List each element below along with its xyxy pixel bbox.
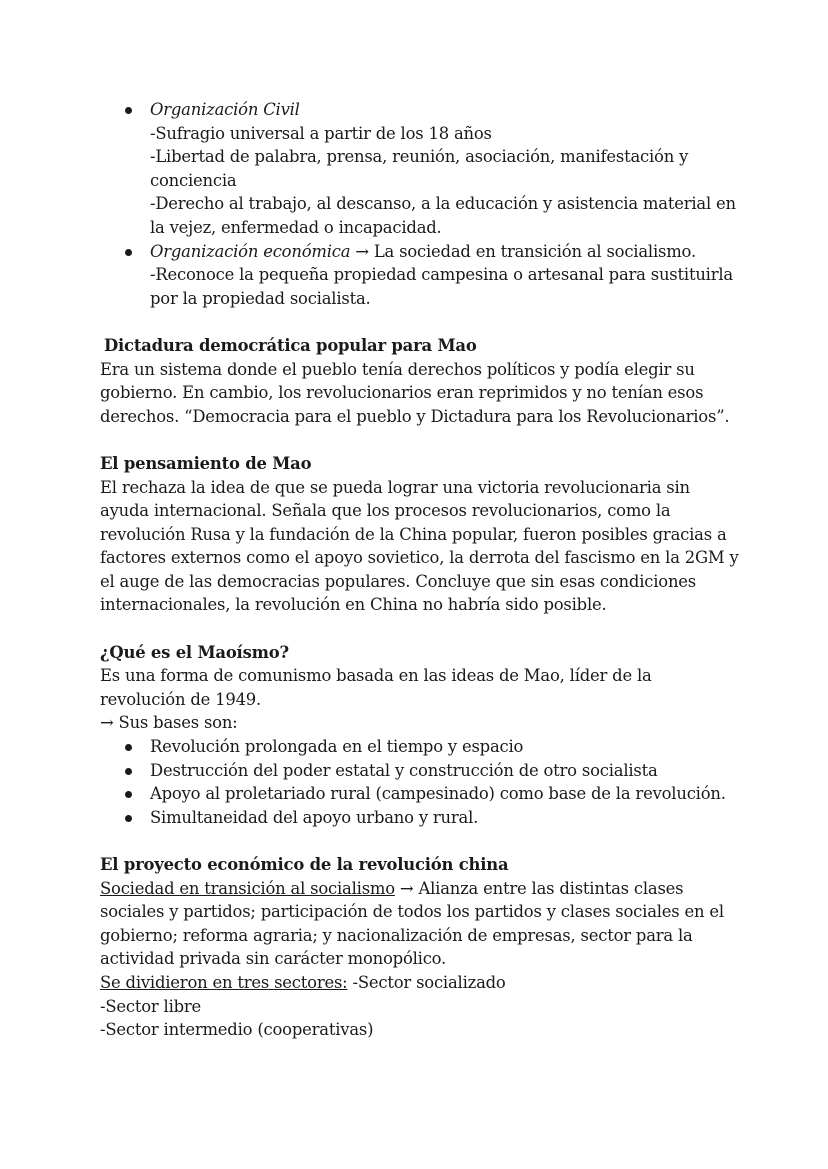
maoismo-bases-intro: → Sus bases son: [100, 713, 238, 733]
sector-2: -Sector libre [100, 996, 202, 1016]
bullet-icon [125, 768, 132, 775]
proyecto-sectors-row [100, 971, 740, 995]
proyecto-paragraph [100, 877, 740, 971]
civil-line-1: -Sufragio universal a partir de los 18 años [150, 123, 492, 143]
proyecto-underline-2: Se dividieron en tres sectores: [100, 972, 348, 992]
list-item-civil [150, 98, 740, 240]
sector-1: -Sector socializado [347, 972, 506, 992]
sector-3: -Sector intermedio (cooperativas) [100, 1020, 374, 1040]
bullet-icon [125, 791, 132, 798]
bullet-icon [125, 249, 132, 256]
spacer [100, 829, 740, 853]
economica-title-row [150, 240, 740, 264]
spacer [100, 428, 740, 452]
base-text-3: Apoyo al proletariado rural (campesinado) como base de la revolución. [150, 784, 726, 804]
maoismo-body: Es una forma de comunismo basada en las ideas de Mao, líder de la revolución de 1949. [100, 666, 652, 709]
list-item-economica [150, 240, 740, 311]
base-text-2: Destrucción del poder estatal y construcción de otro socialista [150, 760, 658, 780]
list-item [150, 759, 740, 783]
dictadura-body: Era un sistema donde el pueblo tenía derechos políticos y podía elegir su gobierno. En cambio, los revolucionarios eran reprimidos y no tenían esos derechos. “Democracia para el pueblo y Dictadura para los Revolucionarios”. [100, 359, 730, 426]
proyecto-heading: El proyecto económico de la revolución china [100, 855, 509, 874]
base-text-1: Revolución prolongada en el tiempo y espacio [150, 737, 524, 757]
spacer [100, 617, 740, 641]
maoismo-bases-list [100, 735, 740, 829]
base-text-4: Simultaneidad del apoyo urbano y rural. [150, 807, 479, 827]
pensamiento-body: El rechaza la idea de que se pueda lograr una victoria revolucionaria sin ayuda internacional. Señala que los procesos revolucionarios, como la revolución Rusa y la fundación de la China popular, fueron posibles gracias a factores externos como el apoyo sovietico, la derrota del fascismo en la 2GM y el auge de las democracias populares. Concluye que sin esas condiciones internacionales, la revolución en China no habría sido posible. [100, 477, 739, 615]
bullet-icon [125, 107, 132, 114]
civil-title: Organización Civil [150, 100, 300, 119]
list-item [150, 806, 740, 830]
list-item [150, 782, 740, 806]
economica-title: Organización económica [150, 241, 351, 261]
bullet-icon [125, 744, 132, 751]
dictadura-heading: Dictadura democrática popular para Mao [104, 335, 477, 355]
maoismo-heading: ¿Qué es el Maoísmo? [100, 642, 289, 662]
economica-arrow-text: → La sociedad en transición al socialismo. [350, 241, 696, 261]
document-content [100, 98, 740, 1042]
pensamiento-heading: El pensamiento de Mao [100, 453, 312, 473]
proyecto-body-1: → Alianza entre las distintas clases sociales y partidos; participación de todos los partidos y clases sociales en el gobierno; reforma agraria; y nacionalización de empresas, sector para la actividad privada sin carácter monopólico. [100, 878, 724, 969]
civil-line-3: -Derecho al trabajo, al descanso, a la educación y asistencia material en la vejez, enfermedad o incapacidad. [150, 194, 736, 237]
list-item [150, 735, 740, 759]
proyecto-underline-1: Sociedad en transición al socialismo [100, 878, 395, 898]
civil-line-2: -Libertad de palabra, prensa, reunión, asociación, manifestación y conciencia [150, 147, 689, 190]
bullet-icon [125, 815, 132, 822]
organization-list [100, 98, 740, 310]
spacer [100, 310, 740, 334]
economica-line-1: -Reconoce la pequeña propiedad campesina o artesanal para sustituirla por la propiedad socialista. [150, 265, 733, 308]
